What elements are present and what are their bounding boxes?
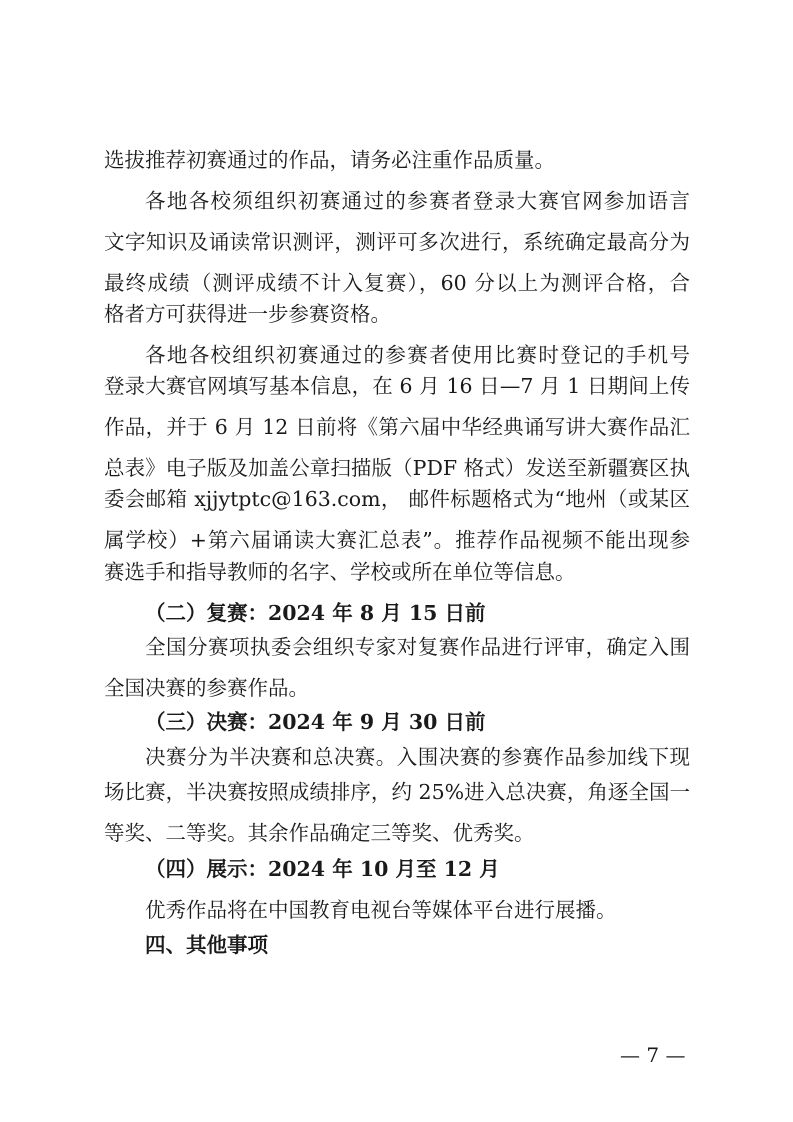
- paragraph-line: 赛选手和指导教师的名字、学校或所在单位等信息。: [104, 560, 576, 584]
- paragraph-line: 等奖、二等奖。其余作品确定三等奖、优秀奖。: [104, 821, 535, 845]
- paragraph-line: 登录大赛官网填写基本信息，在 6 月 16 日—7 月 1 日期间上传: [104, 374, 690, 398]
- chapter-heading: 四、其他事项: [145, 933, 268, 957]
- paragraph-line: 场比赛，半决赛按照成绩排序，约 25%进入总决赛，角逐全国一: [104, 780, 690, 804]
- paragraph-line: 决赛分为半决赛和总决赛。入围决赛的参赛作品参加线下现: [145, 745, 690, 769]
- section-heading: （三）决赛：2024 年 9 月 30 日前: [145, 710, 486, 734]
- paragraph-line: 作品，并于 6 月 12 日前将《第六届中华经典诵写讲大赛作品汇: [104, 415, 690, 439]
- paragraph-line: 总表》电子版及加盖公章扫描版（PDF 格式）发送至新疆赛区执: [104, 456, 690, 480]
- paragraph-line: 选拔推荐初赛通过的作品，请务必注重作品质量。: [104, 148, 555, 172]
- paragraph-line: 格者方可获得进一步参赛资格。: [104, 302, 391, 326]
- paragraph-line: 各地各校须组织初赛通过的参赛者登录大赛官网参加语言: [145, 189, 690, 213]
- section-heading: （二）复赛：2024 年 8 月 15 日前: [145, 601, 486, 625]
- paragraph-line: 各地各校组织初赛通过的参赛者使用比赛时登记的手机号: [145, 343, 690, 367]
- paragraph-line: 优秀作品将在中国教育电视台等媒体平台进行展播。: [145, 898, 617, 922]
- paragraph-line: 最终成绩（测评成绩不计入复赛），60 分以上为测评合格，合: [104, 271, 690, 295]
- paragraph-line: 全国分赛项执委会组织专家对复赛作品进行评审，确定入围: [145, 635, 690, 659]
- paragraph-line: 委会邮箱 xjjytptc@163.com， 邮件标题格式为“地州（或某区: [104, 487, 690, 511]
- page-number: — 7 —: [620, 1043, 686, 1067]
- paragraph-line: 属学校）+第六届诵读大赛汇总表”。推荐作品视频不能出现参: [104, 528, 690, 552]
- section-heading: （四）展示：2024 年 10 月至 12 月: [145, 857, 500, 881]
- paragraph-line: 文字知识及诵读常识测评，测评可多次进行，系统确定最高分为: [104, 230, 690, 254]
- paragraph-line: 全国决赛的参赛作品。: [104, 676, 309, 700]
